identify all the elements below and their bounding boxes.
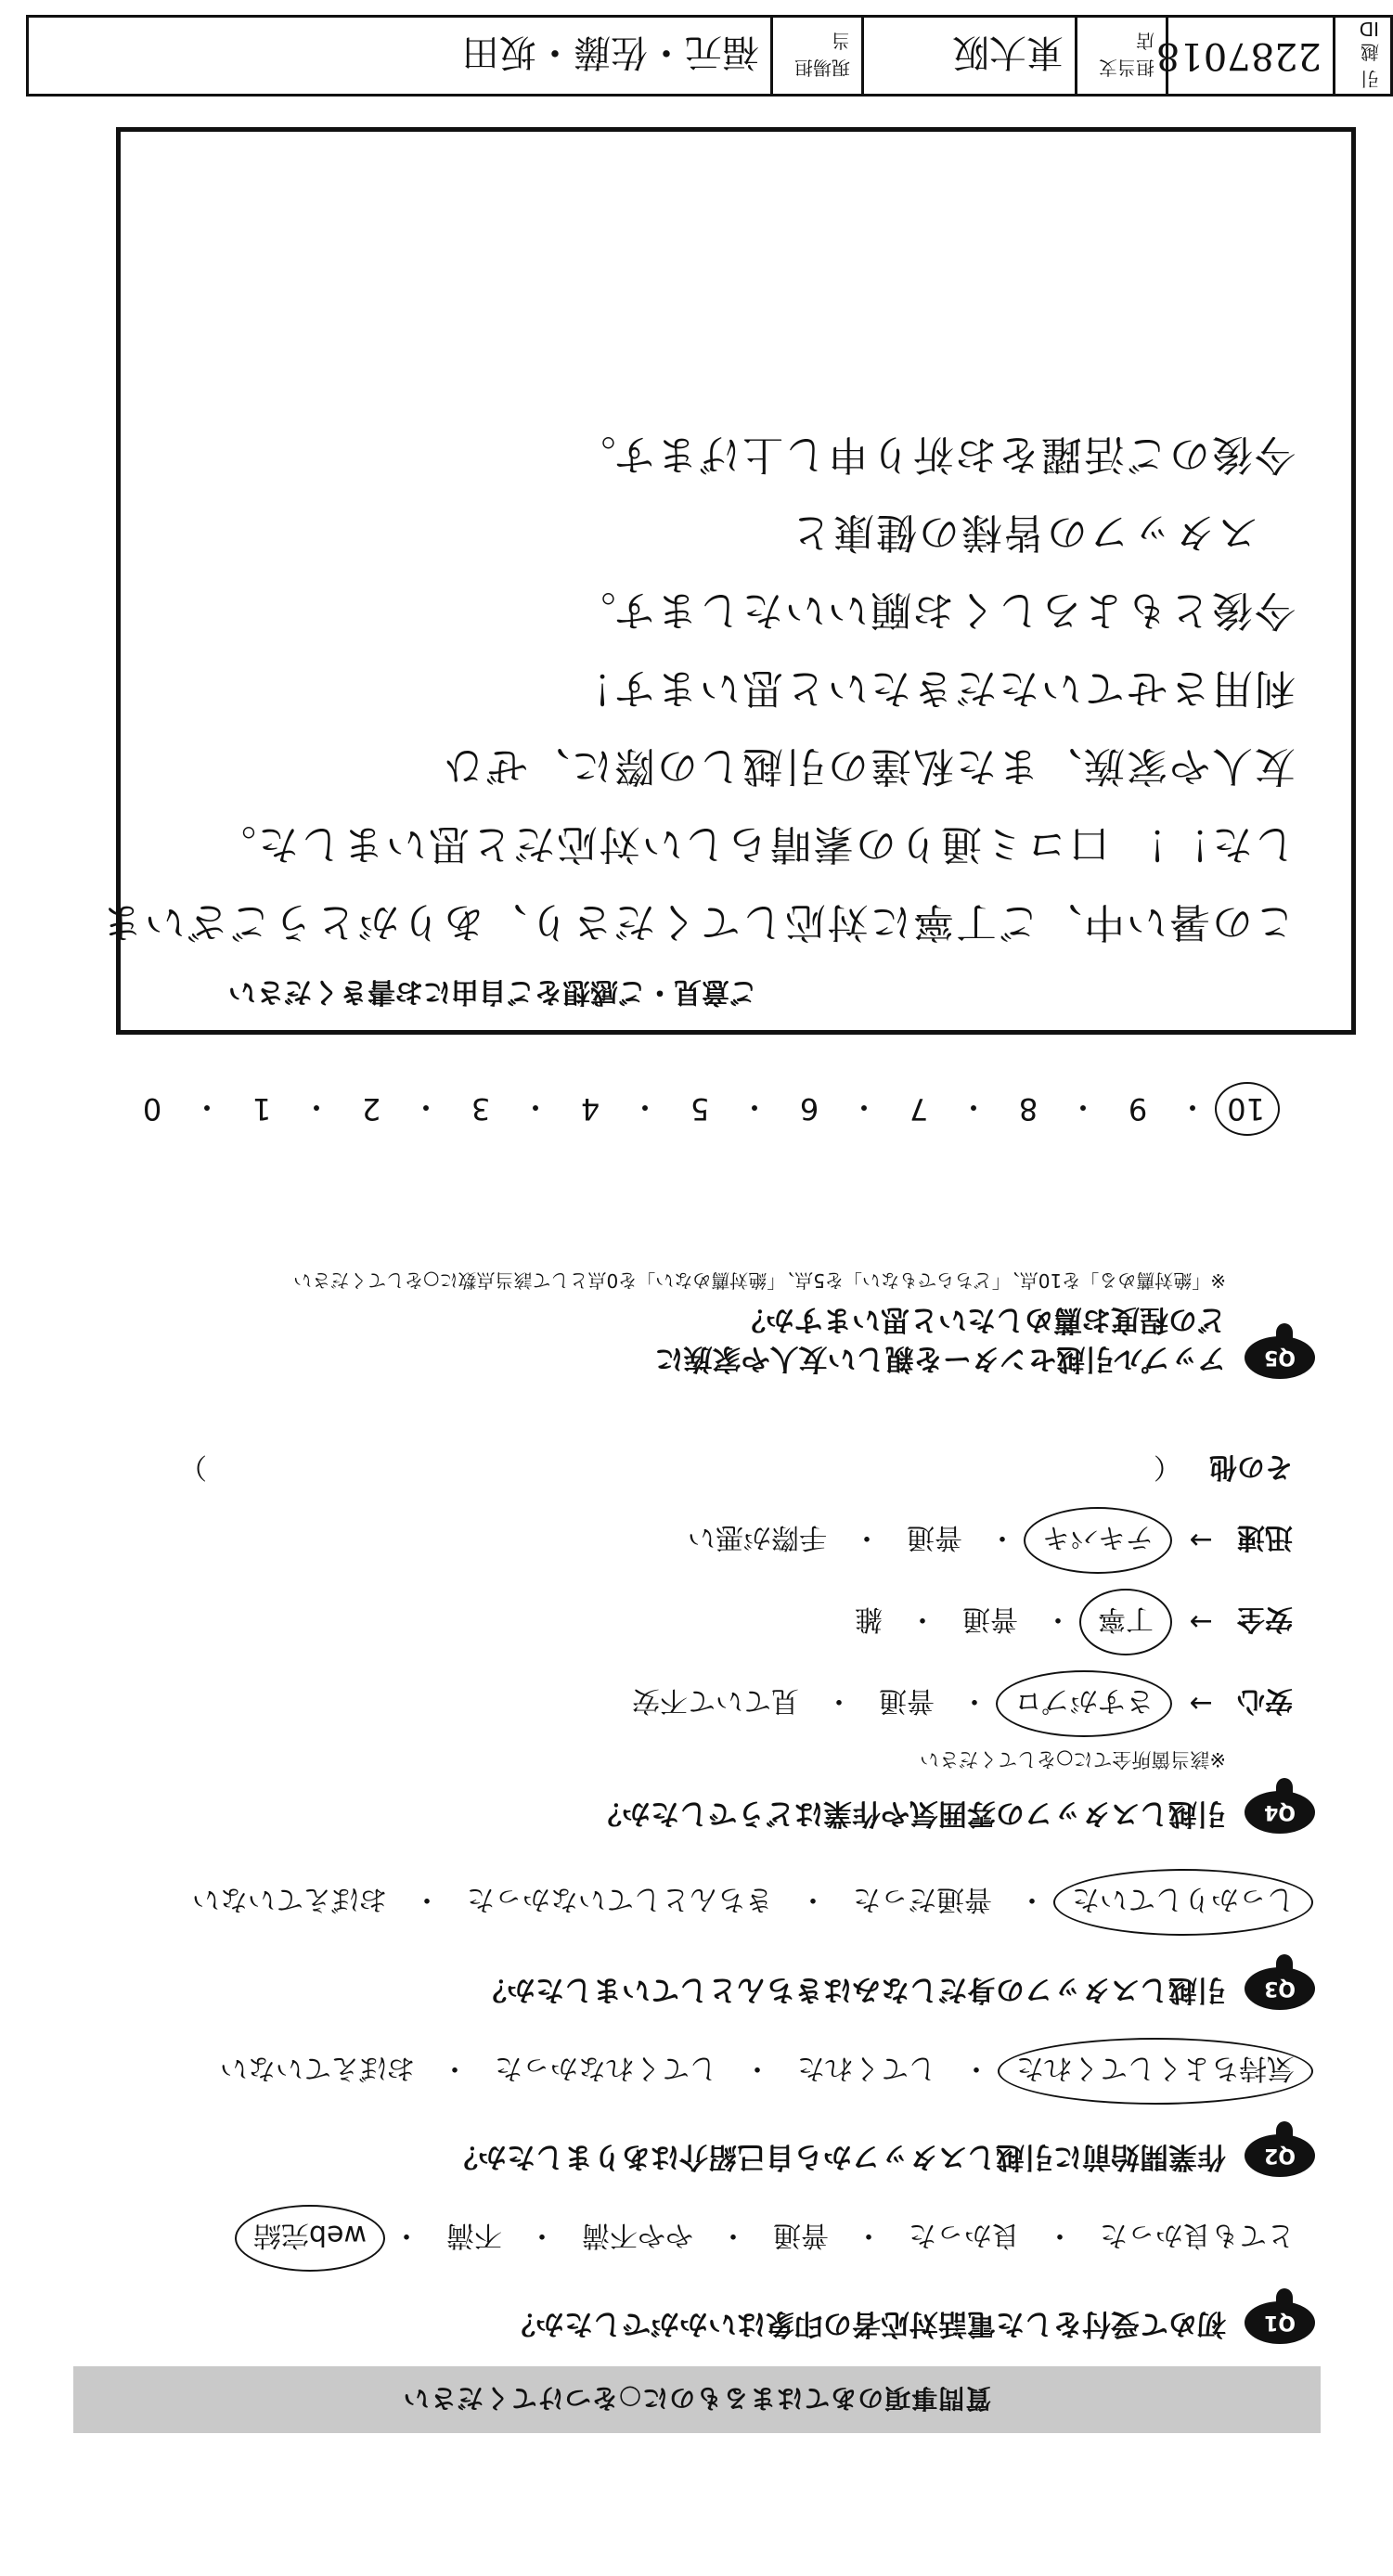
other-open-paren: （ (1154, 1450, 1181, 1483)
option[interactable]: おぼえていない (192, 1883, 387, 1915)
option[interactable]: 手際が悪い (688, 1521, 827, 1553)
staff-info-table (26, 15, 1393, 97)
question-text: 引越しスタッフの雰囲気や作業はどうでしたか？ (593, 1797, 1226, 1830)
q4-other (96, 1449, 1293, 1490)
question-4 (86, 1746, 1321, 1834)
question-1 (86, 2286, 1321, 2344)
option[interactable]: してくれた (797, 2052, 936, 2084)
option[interactable]: 不満 (446, 2219, 502, 2251)
scale-option[interactable]: 3 (471, 1091, 491, 1127)
option[interactable]: 雑 (855, 1603, 883, 1635)
arrow-right-icon: → (1189, 1605, 1213, 1639)
q-badge-icon: Q2 (1239, 2119, 1321, 2177)
q4-row-anzen: 安全 → 丁寧 ・ 普通 ・ 雑 (840, 1596, 1293, 1648)
staff-label: 現場担当 (770, 18, 861, 94)
q-badge-icon: Q1 (1239, 2286, 1321, 2344)
q4-row-anshin: 安心 → さすがプロ ・ 普通 ・ 見ていて不安 (617, 1678, 1293, 1730)
option-selected[interactable]: さすがプロ (1000, 1678, 1168, 1730)
q-badge-icon: Q3 (1239, 1952, 1321, 2010)
q-badge-icon: Q5 (1239, 1321, 1321, 1379)
option[interactable]: おぼえていない (220, 2052, 415, 2084)
comment-line: 利用させていただきたいと思います！ (570, 664, 1296, 712)
q2-options: 気持ちよくしてくれた ・ してくれた ・ してくれなかった ・ おぼえていない (205, 2045, 1309, 2097)
question-2 (86, 2119, 1321, 2177)
comment-line: した！！ 口コミ通りの素晴らしい対応だと思いました。 (213, 820, 1296, 868)
scale-option[interactable]: 4 (580, 1091, 600, 1127)
q3-options: しっかりしていた ・ 普通だった ・ きちんとしていなかった ・ おぼえていない (177, 1876, 1309, 1928)
scale-option[interactable]: 0 (142, 1091, 162, 1127)
option[interactable]: やや不満 (582, 2219, 693, 2251)
option-selected[interactable]: 丁寧 (1083, 1596, 1168, 1648)
question-text-line1: アップル引越センターを親しい友人や家族に (654, 1342, 1226, 1375)
other-close-paren: ） (179, 1450, 207, 1483)
comments-title: ご意見・ご感想をご自由にお書きください (228, 975, 757, 1008)
scale-option[interactable]: 5 (690, 1091, 710, 1127)
scale-option[interactable]: 8 (1018, 1091, 1038, 1127)
option[interactable]: 普通 (962, 1603, 1018, 1635)
q1-options: とても良かった ・ 良かった ・ 普通 ・ やや不満 ・ 不満 ・ web完結 (239, 2212, 1309, 2264)
comment-line: 今後のご活躍をお祈り申し上げます。 (573, 431, 1296, 478)
row-label: 安心 (1237, 1684, 1293, 1717)
other-label: その他 (1209, 1450, 1293, 1483)
comment-line: スタッフの皆様の健康と (789, 509, 1258, 556)
option-selected[interactable]: しっかりしていた (1057, 1876, 1309, 1928)
comment-line: この暑い中、ご丁寧に対応してくださり、ありがとうございま (100, 898, 1296, 946)
row-label: 安全 (1237, 1603, 1293, 1635)
scale-option[interactable]: 6 (799, 1091, 819, 1127)
q5-scale: 10 ・ 9 ・ 8 ・ 7 ・ 6 ・ 5 ・ 4 ・ 3 ・ 2 ・ 1 ・ 0 (135, 1088, 1265, 1130)
scale-option-selected[interactable]: 10 (1227, 1091, 1265, 1127)
comment-line: 今後ともよろしくお願いいたします。 (573, 586, 1296, 634)
scale-option[interactable]: 7 (909, 1091, 929, 1127)
id-label: 引越ID (1333, 18, 1390, 94)
branch-label: 担当支店 (1075, 18, 1166, 94)
arrow-right-icon: → (1189, 1687, 1213, 1720)
option[interactable]: 普通 (907, 1521, 962, 1553)
question-text: 作業開始前に引越しスタッフから自己紹介はありましたか？ (449, 2140, 1226, 2173)
id-value: 2287018 (1166, 18, 1333, 94)
option[interactable]: 普通だった (853, 1883, 992, 1915)
staff-value: 福元・佐藤・坂田 (462, 31, 759, 74)
option[interactable]: 普通 (879, 1684, 935, 1717)
question-5 (86, 1269, 1321, 1379)
scale-option[interactable]: 2 (361, 1091, 381, 1127)
question-text: 初めて受付をした電話対応者の印象はいかがでしたか？ (507, 2307, 1226, 2340)
question-text-line2: どの程度お薦めしたいと思いますか？ (737, 1303, 1226, 1336)
option[interactable]: してくれなかった (495, 2052, 717, 2084)
scale-option[interactable]: 1 (252, 1091, 272, 1127)
option[interactable]: 良かった (909, 2219, 1020, 2251)
q4-row-jinsoku: 迅速 → テキパキ ・ 普通 ・ 手際が悪い (673, 1514, 1293, 1566)
question-note: ※「絶対薦める」を10点、「どちらでもない」を5点、「絶対薦めない」を0点として該当点数に○をしてください (293, 1269, 1226, 1292)
comments-box[interactable] (100, 127, 1356, 1035)
row-label: 迅速 (1237, 1521, 1293, 1553)
option[interactable]: 普通 (773, 2219, 829, 2251)
option-selected[interactable]: 気持ちよくしてくれた (1001, 2045, 1309, 2097)
option-selected[interactable]: web完結 (239, 2212, 381, 2264)
option-selected[interactable]: テキパキ (1027, 1514, 1168, 1566)
instruction-banner: 質問事項のあてはまるものに○をつけてください (73, 2366, 1321, 2433)
question-text: 引越しスタッフの身だしなみはきちんとしていましたか？ (478, 1973, 1226, 2006)
scale-option[interactable]: 9 (1128, 1091, 1148, 1127)
branch-value: 東大阪 (861, 18, 1075, 94)
question-note: ※該当箇所全てに○をしてください (920, 1748, 1226, 1771)
question-3 (86, 1952, 1321, 2010)
option[interactable]: きちんとしていなかった (467, 1883, 773, 1915)
arrow-right-icon: → (1189, 1524, 1213, 1557)
q-badge-icon: Q4 (1239, 1776, 1321, 1834)
comment-line: 友人や家族、また私達の引越しの際に、ぜひ (442, 742, 1296, 790)
option[interactable]: 見ていて不安 (632, 1684, 799, 1717)
option[interactable]: とても良かった (1100, 2219, 1295, 2251)
